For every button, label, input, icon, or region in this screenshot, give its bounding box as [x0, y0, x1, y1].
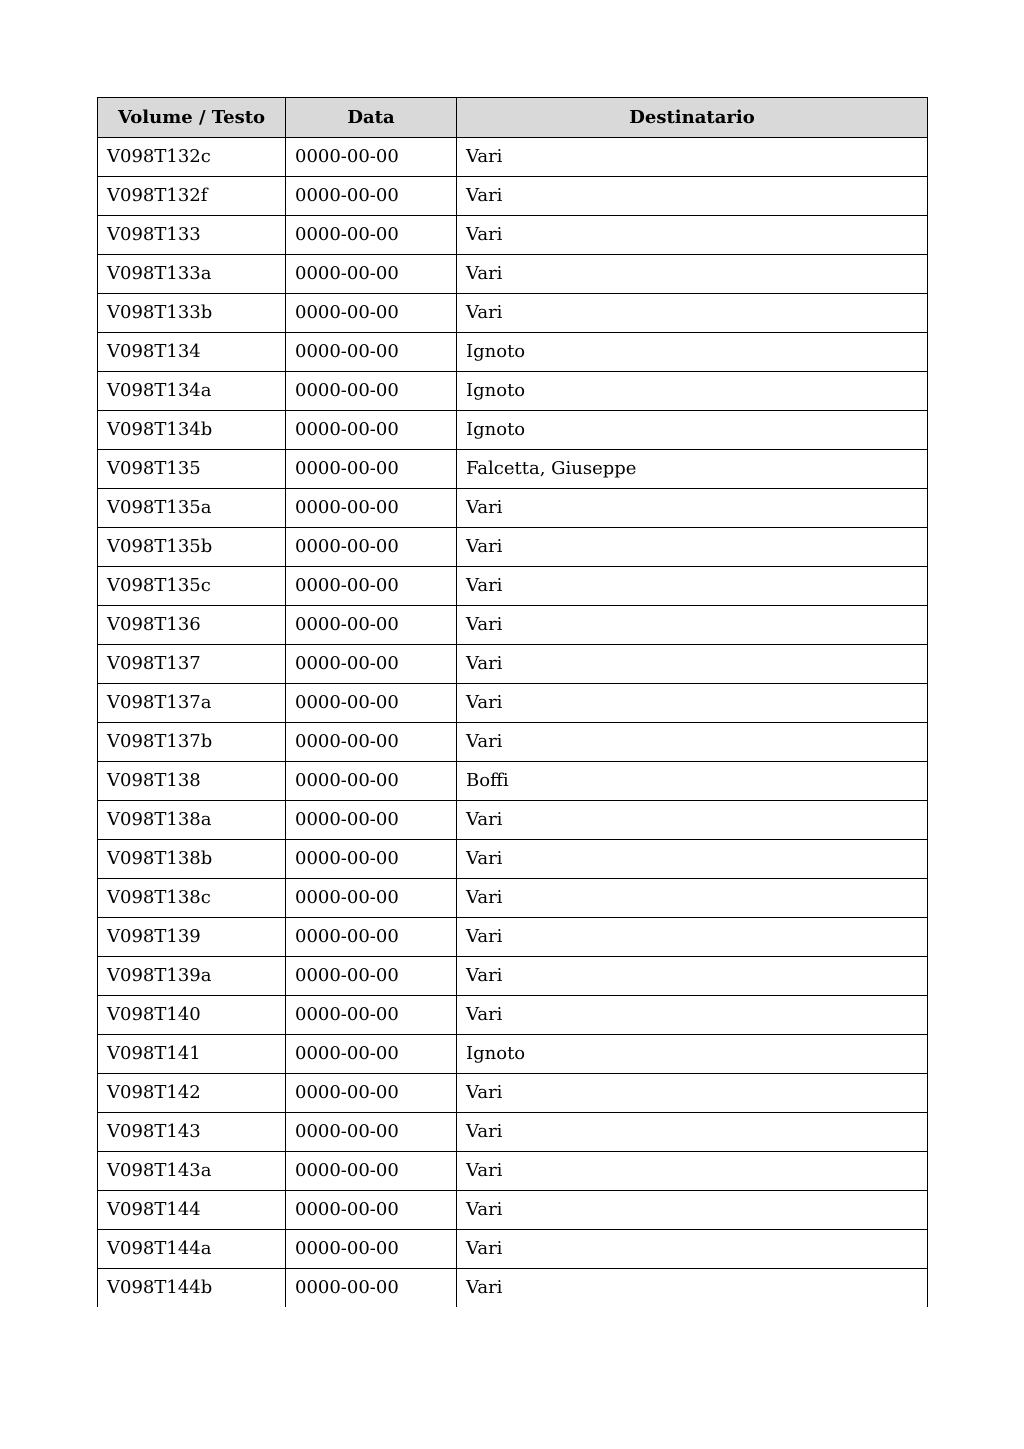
cell-data: 0000-00-00 [286, 333, 457, 372]
cell-destinatario: Vari [457, 840, 928, 879]
table-row [98, 918, 928, 957]
table-row [98, 411, 928, 450]
records-table [97, 97, 928, 1307]
cell-volume-testo: V098T138 [98, 762, 286, 801]
table-row [98, 1152, 928, 1191]
cell-destinatario: Vari [457, 879, 928, 918]
cell-data: 0000-00-00 [286, 879, 457, 918]
cell-volume-testo: V098T133a [98, 255, 286, 294]
cell-data: 0000-00-00 [286, 645, 457, 684]
cell-volume-testo: V098T135 [98, 450, 286, 489]
cell-volume-testo: V098T133b [98, 294, 286, 333]
cell-destinatario: Vari [457, 489, 928, 528]
table-row [98, 1269, 928, 1308]
cell-volume-testo: V098T137a [98, 684, 286, 723]
table-row [98, 1074, 928, 1113]
table-row [98, 333, 928, 372]
cell-destinatario: Vari [457, 1074, 928, 1113]
cell-data: 0000-00-00 [286, 489, 457, 528]
column-header-data: Data [286, 98, 457, 138]
cell-volume-testo: V098T133 [98, 216, 286, 255]
cell-destinatario: Vari [457, 606, 928, 645]
cell-volume-testo: V098T138a [98, 801, 286, 840]
cell-destinatario: Ignoto [457, 1035, 928, 1074]
cell-volume-testo: V098T139 [98, 918, 286, 957]
cell-data: 0000-00-00 [286, 801, 457, 840]
cell-data: 0000-00-00 [286, 684, 457, 723]
table-row [98, 489, 928, 528]
cell-destinatario: Vari [457, 138, 928, 177]
cell-destinatario: Vari [457, 918, 928, 957]
cell-volume-testo: V098T138c [98, 879, 286, 918]
cell-data: 0000-00-00 [286, 1152, 457, 1191]
table-row [98, 723, 928, 762]
cell-data: 0000-00-00 [286, 411, 457, 450]
table-row [98, 216, 928, 255]
column-header-volume-testo: Volume / Testo [98, 98, 286, 138]
table-row [98, 996, 928, 1035]
cell-destinatario: Boffi [457, 762, 928, 801]
cell-destinatario: Vari [457, 255, 928, 294]
cell-data: 0000-00-00 [286, 1191, 457, 1230]
table-row [98, 528, 928, 567]
table-row [98, 1230, 928, 1269]
cell-data: 0000-00-00 [286, 1035, 457, 1074]
cell-data: 0000-00-00 [286, 372, 457, 411]
table-row [98, 879, 928, 918]
cell-destinatario: Ignoto [457, 333, 928, 372]
cell-destinatario: Vari [457, 957, 928, 996]
cell-destinatario: Vari [457, 645, 928, 684]
table-row [98, 606, 928, 645]
table-body [98, 138, 928, 1308]
table-row [98, 255, 928, 294]
cell-data: 0000-00-00 [286, 567, 457, 606]
table-row [98, 957, 928, 996]
cell-volume-testo: V098T144a [98, 1230, 286, 1269]
table-row [98, 840, 928, 879]
cell-destinatario: Ignoto [457, 411, 928, 450]
table-row [98, 567, 928, 606]
cell-data: 0000-00-00 [286, 255, 457, 294]
cell-data: 0000-00-00 [286, 450, 457, 489]
cell-destinatario: Vari [457, 1113, 928, 1152]
cell-data: 0000-00-00 [286, 1113, 457, 1152]
cell-destinatario: Vari [457, 216, 928, 255]
table-row [98, 1035, 928, 1074]
cell-destinatario: Vari [457, 294, 928, 333]
cell-volume-testo: V098T136 [98, 606, 286, 645]
cell-volume-testo: V098T134a [98, 372, 286, 411]
table-row [98, 138, 928, 177]
cell-volume-testo: V098T134 [98, 333, 286, 372]
cell-data: 0000-00-00 [286, 723, 457, 762]
cell-volume-testo: V098T135b [98, 528, 286, 567]
cell-destinatario: Vari [457, 684, 928, 723]
cell-volume-testo: V098T144 [98, 1191, 286, 1230]
table-row [98, 762, 928, 801]
table-row [98, 450, 928, 489]
header-row [98, 98, 928, 138]
cell-destinatario: Vari [457, 1152, 928, 1191]
table-row [98, 294, 928, 333]
cell-destinatario: Falcetta, Giuseppe [457, 450, 928, 489]
cell-data: 0000-00-00 [286, 606, 457, 645]
cell-volume-testo: V098T143a [98, 1152, 286, 1191]
cell-volume-testo: V098T140 [98, 996, 286, 1035]
table-row [98, 645, 928, 684]
cell-destinatario: Ignoto [457, 372, 928, 411]
cell-data: 0000-00-00 [286, 1074, 457, 1113]
cell-data: 0000-00-00 [286, 996, 457, 1035]
cell-data: 0000-00-00 [286, 177, 457, 216]
table-row [98, 177, 928, 216]
cell-data: 0000-00-00 [286, 957, 457, 996]
cell-volume-testo: V098T132c [98, 138, 286, 177]
cell-destinatario: Vari [457, 996, 928, 1035]
table-row [98, 801, 928, 840]
table-header [98, 98, 928, 138]
cell-data: 0000-00-00 [286, 138, 457, 177]
cell-data: 0000-00-00 [286, 294, 457, 333]
column-header-destinatario: Destinatario [457, 98, 928, 138]
table-row [98, 372, 928, 411]
cell-volume-testo: V098T135a [98, 489, 286, 528]
cell-destinatario: Vari [457, 801, 928, 840]
table-row [98, 684, 928, 723]
cell-volume-testo: V098T137b [98, 723, 286, 762]
cell-data: 0000-00-00 [286, 1230, 457, 1269]
cell-destinatario: Vari [457, 1230, 928, 1269]
cell-destinatario: Vari [457, 528, 928, 567]
cell-destinatario: Vari [457, 177, 928, 216]
cell-volume-testo: V098T141 [98, 1035, 286, 1074]
cell-destinatario: Vari [457, 1191, 928, 1230]
cell-volume-testo: V098T132f [98, 177, 286, 216]
cell-destinatario: Vari [457, 723, 928, 762]
cell-volume-testo: V098T135c [98, 567, 286, 606]
cell-volume-testo: V098T137 [98, 645, 286, 684]
cell-volume-testo: V098T144b [98, 1269, 286, 1308]
cell-data: 0000-00-00 [286, 1269, 457, 1308]
cell-data: 0000-00-00 [286, 840, 457, 879]
cell-volume-testo: V098T134b [98, 411, 286, 450]
cell-destinatario: Vari [457, 1269, 928, 1308]
cell-volume-testo: V098T139a [98, 957, 286, 996]
cell-data: 0000-00-00 [286, 762, 457, 801]
table-row [98, 1113, 928, 1152]
table-row [98, 1191, 928, 1230]
cell-data: 0000-00-00 [286, 918, 457, 957]
cell-data: 0000-00-00 [286, 216, 457, 255]
cell-destinatario: Vari [457, 567, 928, 606]
cell-volume-testo: V098T142 [98, 1074, 286, 1113]
cell-data: 0000-00-00 [286, 528, 457, 567]
cell-volume-testo: V098T138b [98, 840, 286, 879]
cell-volume-testo: V098T143 [98, 1113, 286, 1152]
